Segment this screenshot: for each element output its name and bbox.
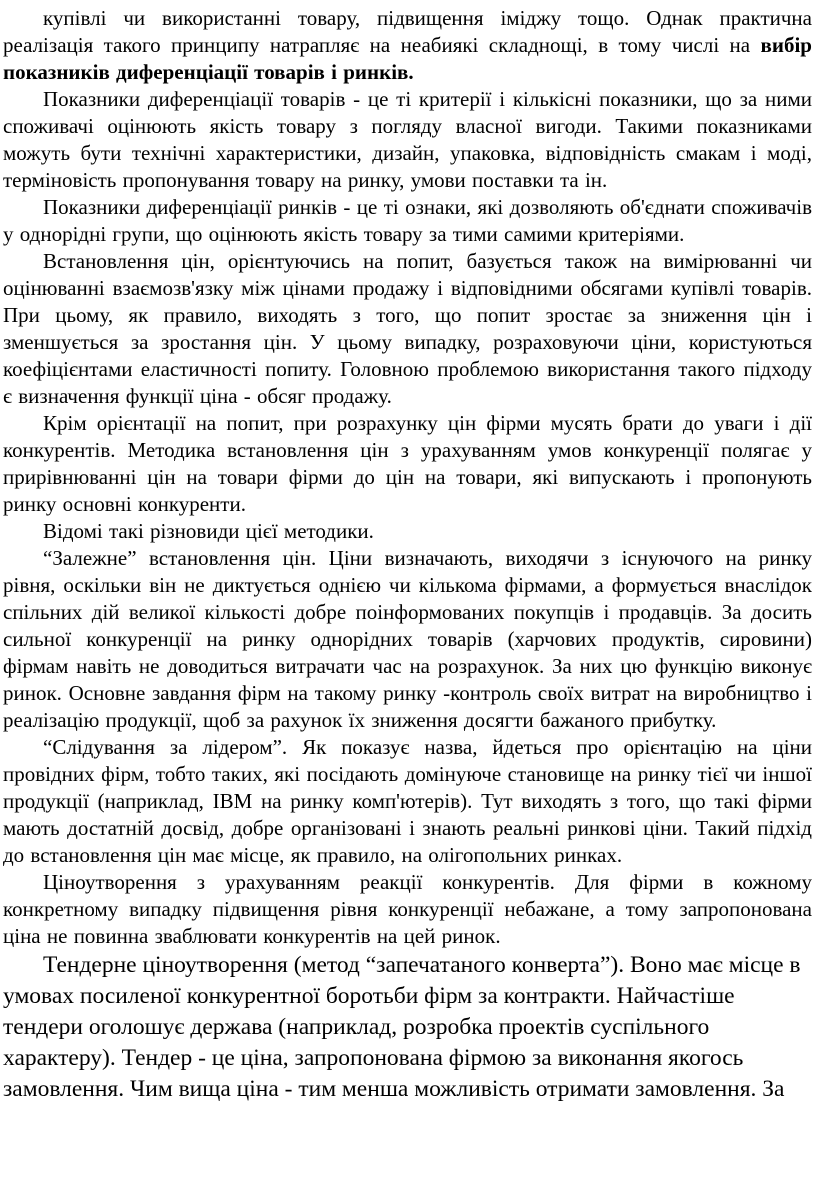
paragraph bbox=[3, 86, 812, 194]
paragraph bbox=[3, 734, 812, 869]
text-segment: Показники диференціації ринків - це ті ознаки, які дозволяють об'єднати споживачів у однорідні групи, що оцінюють якість товару за тими самими критеріями. bbox=[3, 195, 812, 246]
text-segment: Встановлення цін, орієнтуючись на попит, базується також на вимірюванні чи оцінюванні взаємозв'язку між цінами продажу і відповідними обсягами купівлі товарів. При цьому, як правило, виходять з того, що попит зростає за зниження цін і зменшується за зростання цін. У цьому випадку, розраховуючи ціни, користуються коефіцієнтами еластичності попиту. Головною проблемою використання такого підходу є визначення функції ціна - обсяг продажу. bbox=[3, 249, 812, 408]
text-segment: Показники диференціації товарів - це ті критерії і кількісні показники, що за ними споживачі оцінюють якість товару з погляду власної вигоди. Такими показниками можуть бути технічні характеристики, дизайн, упаковка, відповідність смакам і моді, терміновість пропонування товару на ринку, умови поставки та ін. bbox=[3, 87, 812, 192]
paragraph bbox=[3, 545, 812, 734]
text-segment: Тендерне ціноутворення (метод “запечатаного конверта”). Воно має місце в умовах посиленої конкурентної боротьби фірм за контракти. Найчастіше тендери оголошує держава (наприклад, розробка проектів суспільного характеру). Тендер - це ціна, запропонована фірмою за виконання якогось замовлення. Чим вища ціна - тим менша можливість отримати замовлення. За bbox=[3, 952, 801, 1102]
text-segment: “Слідування за лідером”. Як показує назва, йдеться про орієнтацію на ціни провідних фірм, тобто таких, які посідають домінуюче становище на ринку тієї чи іншої продукції (наприклад, IBM на ринку комп'ютерів). Тут виходять з того, що такі фірми мають достатній досвід, добре організовані і знають реальні ринкові ціни. Такий підхід до встановлення цін має місце, як правило, на олігопольних ринках. bbox=[3, 735, 812, 867]
text-segment: Крім орієнтації на попит, при розрахунку цін фірми мусять брати до уваги і дії конкурентів. Методика встановлення цін з урахуванням умов конкуренції полягає у прирівнюванні цін на товари фірми до цін на товари, які випускають і пропонують ринку основні конкуренти. bbox=[3, 411, 812, 516]
text-segment: “Залежне” встановлення цін. Ціни визначають, виходячи з існуючого на ринку рівня, оскільки він не диктується однією чи кількома фірмами, а формується внаслідок спільних дій великої кількості добре поінформованих покупців і продавців. За досить сильної конкуренції на ринку однорідних товарів (харчових продуктів, сировини) фірмам навіть не доводиться витрачати час на розрахунок. За них цю функцію виконує ринок. Основне завдання фірм на такому ринку -контроль своїх витрат на виробництво і реалізацію продукції, щоб за рахунок їх зниження досягти бажаного прибутку. bbox=[3, 546, 812, 732]
paragraph bbox=[3, 869, 812, 950]
paragraph bbox=[3, 248, 812, 410]
text-segment: Відомі такі різновиди цієї методики. bbox=[43, 519, 374, 543]
paragraph bbox=[3, 518, 812, 545]
bold-phrase: вибір показників диференціації товарів і ринків. bbox=[3, 33, 812, 84]
paragraph bbox=[3, 194, 812, 248]
paragraph bbox=[3, 5, 812, 86]
paragraph bbox=[3, 410, 812, 518]
paragraph bbox=[3, 950, 812, 1105]
text-segment: купівлі чи використанні товару, підвищення іміджу тощо. Однак практична реалізація такого принципу натрапляє на неабиякі складнощі, в тому числі на bbox=[3, 6, 812, 57]
paragraphs-container bbox=[3, 5, 812, 1105]
text-segment: Ціноутворення з урахуванням реакції конкурентів. Для фірми в кожному конкретному випадку підвищення рівня конкуренції небажане, а тому запропонована ціна не повинна зваблювати конкурентів на цей ринок. bbox=[3, 870, 812, 948]
